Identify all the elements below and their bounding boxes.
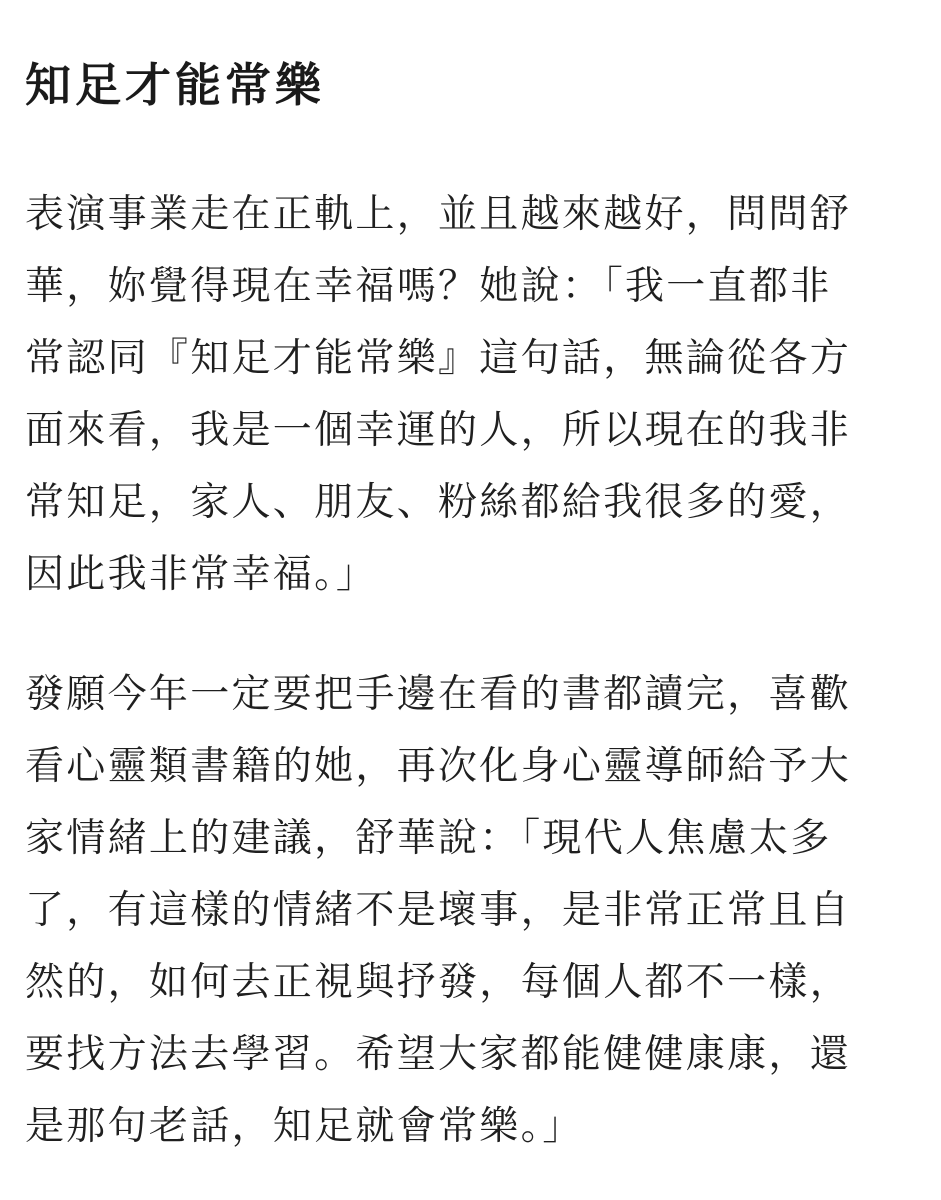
paragraph-1 bbox=[25, 179, 851, 611]
paragraph-line: 然的，如何去正視與抒發，每個人都不一樣， bbox=[25, 960, 852, 1005]
paragraph-line: 了，有這樣的情緒不是壞事，是非常正常且自 bbox=[25, 888, 852, 933]
article-title: 知足才能常樂 bbox=[25, 58, 325, 112]
paragraph-line: 常認同『知足才能常樂』這句話，無論從各方 bbox=[25, 336, 852, 381]
paragraph-line: 面來看，我是一個幸運的人，所以現在的我非 bbox=[25, 408, 852, 453]
paragraph-line: 看心靈類書籍的她，再次化身心靈導師給予大 bbox=[25, 744, 852, 789]
paragraph-line: 家情緒上的建議，舒華說：「現代人焦慮太多 bbox=[25, 816, 832, 861]
paragraph-2 bbox=[25, 659, 851, 1163]
paragraph-line: 因此我非常幸福。」 bbox=[25, 552, 378, 597]
paragraph-line: 發願今年一定要把手邊在看的書都讀完，喜歡 bbox=[25, 672, 852, 717]
paragraph-line: 華，妳覺得現在幸福嗎？她說：「我一直都非 bbox=[25, 264, 832, 309]
paragraph-line: 要找方法去學習。希望大家都能健健康康，還 bbox=[25, 1032, 852, 1077]
paragraph-line: 是那句老話，知足就會常樂。」 bbox=[25, 1104, 584, 1149]
paragraph-line: 表演事業走在正軌上，並且越來越好，問問舒 bbox=[25, 192, 852, 237]
paragraph-line: 常知足，家人、朋友、粉絲都給我很多的愛， bbox=[25, 480, 852, 525]
